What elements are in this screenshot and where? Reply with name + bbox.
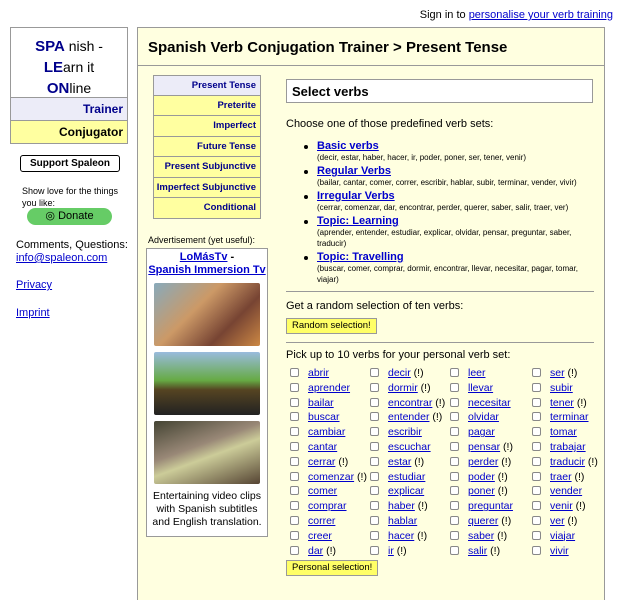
verb-checkbox-grid	[286, 367, 598, 557]
verb-checkbox[interactable]	[290, 412, 299, 421]
irregular-marker: (!)	[498, 514, 512, 527]
verb-link[interactable]: pensar	[468, 440, 501, 453]
ad-image-actor[interactable]	[154, 421, 260, 484]
verb-set-item: Topic: Travelling (buscar, comer, comprar, dormir, encontrar, llevar, necesitar, pagar, tomar, viajar)	[304, 251, 594, 285]
verb-option	[528, 471, 594, 484]
top-signin-bar	[420, 9, 613, 21]
verb-link[interactable]: tener	[550, 396, 574, 409]
verb-option	[366, 382, 446, 395]
tense-future[interactable]: Future Tense	[153, 137, 261, 158]
set-basic-link[interactable]: Basic verbs	[317, 140, 379, 152]
verb-link[interactable]: cantar	[308, 440, 338, 453]
verb-checkbox[interactable]	[450, 412, 459, 421]
verb-checkbox[interactable]	[532, 531, 541, 540]
verb-checkbox[interactable]	[532, 368, 541, 377]
verb-option	[528, 367, 594, 380]
verb-link[interactable]: olvidar	[468, 411, 499, 424]
verb-link[interactable]: creer	[308, 529, 332, 542]
choose-text: Choose one of those predefined verb sets:	[286, 118, 494, 130]
verb-checkbox[interactable]	[370, 383, 379, 392]
irregular-marker: (!)	[411, 455, 425, 468]
verb-link[interactable]: tomar	[550, 426, 577, 439]
verb-link[interactable]: subir	[550, 381, 573, 394]
verb-set-item: Topic: Learning (aprender, entender, estudiar, explicar, olvidar, pensar, preguntar, saber, traducir)	[304, 215, 594, 249]
divider	[286, 342, 594, 343]
verb-link[interactable]: ver	[550, 514, 565, 527]
verb-link[interactable]: estar	[388, 455, 412, 468]
personal-selection-button[interactable]: Personal selection!	[286, 560, 378, 576]
signin-prefix: Sign in to	[419, 9, 466, 21]
verb-link[interactable]: entender	[388, 411, 430, 424]
irregular-marker: (!)	[494, 485, 508, 498]
verb-checkbox[interactable]	[532, 383, 541, 392]
verb-option	[286, 485, 366, 498]
verb-link[interactable]: aprender	[308, 381, 351, 394]
imprint-link[interactable]: Imprint	[16, 307, 50, 319]
verb-link[interactable]: escuchar	[388, 440, 431, 453]
verb-option	[446, 382, 528, 395]
verb-option	[366, 545, 446, 558]
irregular-marker: (!)	[564, 367, 578, 379]
verb-option	[446, 426, 528, 439]
verb-set-item: Regular Verbs (bailar, cantar, comer, correr, escribir, hablar, subir, terminar, vender, vivir)	[304, 165, 594, 188]
verb-checkbox[interactable]	[370, 412, 379, 421]
verb-checkbox[interactable]	[370, 368, 379, 377]
irregular-marker: (!)	[500, 440, 513, 453]
contact-block	[16, 239, 128, 265]
ad-brand-link[interactable]: LoMásTv	[179, 251, 228, 263]
verb-option	[528, 411, 594, 424]
tense-menu	[153, 75, 261, 219]
divider	[286, 291, 594, 292]
verb-option	[446, 500, 528, 513]
verb-option	[446, 545, 528, 558]
privacy-link[interactable]: Privacy	[16, 279, 53, 291]
pick-text: Pick up to 10 verbs for your personal verb set:	[286, 349, 511, 361]
irregular-marker: (!)	[572, 500, 586, 513]
verb-option	[366, 397, 446, 410]
irregular-marker: (!)	[585, 455, 598, 468]
verb-checkbox[interactable]	[290, 486, 299, 495]
verb-link[interactable]: perder	[468, 455, 499, 468]
verb-option	[446, 515, 528, 528]
verb-option	[446, 441, 528, 454]
verb-option	[366, 485, 446, 498]
verb-option	[286, 515, 366, 528]
verb-option	[366, 515, 446, 528]
verb-link[interactable]: comer	[308, 485, 338, 498]
verb-link[interactable]: encontrar	[388, 396, 433, 409]
verb-link[interactable]: venir	[550, 500, 573, 513]
verb-link[interactable]: cerrar	[308, 455, 336, 468]
spaleon-logo[interactable]: SPA nish - LEarn it ONline	[10, 27, 128, 98]
irregular-marker: (!)	[494, 529, 508, 542]
verb-link[interactable]: trabajar	[550, 440, 586, 453]
verb-option	[286, 367, 366, 380]
verb-option	[286, 441, 366, 454]
verb-option	[528, 485, 594, 498]
verb-checkbox[interactable]	[532, 472, 541, 481]
verb-option	[366, 441, 446, 454]
verb-option	[366, 367, 446, 380]
verb-link[interactable]: buscar	[308, 411, 340, 424]
verb-option	[366, 530, 446, 543]
verb-link[interactable]: necesitar	[468, 396, 511, 409]
verb-option	[446, 471, 528, 484]
verb-link[interactable]: saber	[468, 529, 495, 542]
verb-checkbox[interactable]	[532, 516, 541, 525]
verb-checkbox[interactable]	[290, 472, 299, 481]
irregular-marker: (!)	[335, 455, 349, 468]
email-link[interactable]: info@spaleon.com	[16, 252, 108, 264]
irregular-marker: (!)	[414, 529, 428, 542]
verb-option	[286, 397, 366, 410]
page-title: Spanish Verb Conjugation Trainer > Present Tense	[138, 28, 604, 66]
personalise-link[interactable]: personalise your verb training	[468, 9, 613, 21]
set-travelling-link[interactable]: Topic: Travelling	[317, 251, 404, 263]
verb-checkbox[interactable]	[290, 546, 299, 555]
verb-link[interactable]: dar	[308, 544, 324, 557]
verb-checkbox[interactable]	[370, 427, 379, 436]
verb-checkbox[interactable]	[370, 501, 379, 510]
verb-checkbox[interactable]	[532, 546, 541, 555]
verb-link[interactable]: poder	[468, 470, 495, 483]
verb-link[interactable]: vivir	[550, 544, 569, 557]
irregular-marker: (!)	[571, 470, 585, 483]
verb-checkbox[interactable]	[290, 427, 299, 436]
verb-option	[528, 530, 594, 543]
verb-option	[528, 441, 594, 454]
verb-option	[446, 367, 528, 380]
verb-checkbox[interactable]	[370, 486, 379, 495]
verb-checkbox[interactable]	[370, 398, 379, 407]
verb-checkbox[interactable]	[532, 427, 541, 436]
irregular-marker: (!)	[414, 500, 428, 513]
verb-link[interactable]: correr	[308, 514, 336, 527]
verb-link[interactable]: comprar	[308, 500, 347, 513]
verb-link[interactable]: escribir	[388, 426, 422, 439]
verb-option	[528, 500, 594, 513]
verb-link[interactable]: ser	[550, 367, 565, 379]
verb-set-item: Basic verbs (decir, estar, haber, hacer, ir, poder, poner, ser, tener, venir)	[304, 140, 594, 163]
irregular-marker: (!)	[564, 514, 578, 527]
tense-present-subjunctive[interactable]: Present Subjunctive	[153, 157, 261, 178]
irregular-marker: (!)	[498, 455, 512, 468]
verb-checkbox[interactable]	[290, 501, 299, 510]
verb-link[interactable]: vender	[550, 485, 583, 498]
ad-subtitle-link[interactable]: Spanish Immersion Tv	[148, 264, 266, 276]
ad-box[interactable]: LoMásTv - Spanish Immersion Tv Entertaining video clips with Spanish subtitles and English translation.	[146, 248, 268, 537]
verb-option	[366, 471, 446, 484]
set-irregular-link[interactable]: Irregular Verbs	[317, 190, 395, 202]
verb-checkbox[interactable]	[290, 457, 299, 466]
verb-checkbox[interactable]	[290, 398, 299, 407]
verb-link[interactable]: pagar	[468, 426, 495, 439]
ad-caption: Entertaining video clips with Spanish subtitles and English translation.	[152, 490, 262, 528]
verb-link[interactable]: estudiar	[388, 470, 426, 483]
verb-option	[528, 426, 594, 439]
verb-link[interactable]: ir	[388, 544, 394, 557]
verb-checkbox[interactable]	[532, 486, 541, 495]
verb-checkbox[interactable]	[370, 531, 379, 540]
verb-link[interactable]: poner	[468, 485, 495, 498]
verb-checkbox[interactable]	[450, 516, 459, 525]
verb-link[interactable]: preguntar	[468, 500, 513, 513]
donate-button[interactable]: ◎ Donate	[27, 208, 112, 225]
verb-option	[446, 456, 528, 469]
verb-option	[286, 382, 366, 395]
verb-checkbox[interactable]	[450, 383, 459, 392]
verb-checkbox[interactable]	[370, 442, 379, 451]
ad-image-man[interactable]	[154, 352, 260, 415]
verb-link[interactable]: salir	[468, 544, 488, 557]
irregular-marker: (!)	[494, 470, 508, 483]
verb-option	[286, 530, 366, 543]
verb-link[interactable]: abrir	[308, 367, 330, 379]
verb-link[interactable]: traducir	[550, 455, 586, 468]
verb-checkbox[interactable]	[450, 398, 459, 407]
verb-option	[286, 471, 366, 484]
ad-image-children[interactable]	[154, 283, 260, 346]
tense-preterite[interactable]: Preterite	[153, 96, 261, 117]
verb-link[interactable]: comenzar	[308, 470, 355, 483]
support-spaleon-button[interactable]: Support Spaleon	[20, 155, 120, 172]
verb-option	[528, 545, 594, 558]
verb-selection-area	[286, 79, 598, 576]
select-verbs-heading: Select verbs	[286, 79, 593, 103]
irregular-marker: (!)	[429, 411, 443, 424]
irregular-marker: (!)	[393, 544, 407, 557]
verb-link[interactable]: bailar	[308, 396, 334, 409]
tense-conditional[interactable]: Conditional	[153, 198, 261, 219]
irregular-marker: (!)	[573, 396, 587, 409]
verb-checkbox[interactable]	[450, 427, 459, 436]
verb-link[interactable]: leer	[468, 367, 486, 379]
verb-link[interactable]: hablar	[388, 514, 418, 527]
verb-option	[528, 515, 594, 528]
verb-option	[286, 500, 366, 513]
verb-checkbox[interactable]	[450, 442, 459, 451]
verb-link[interactable]: decir	[388, 367, 411, 379]
set-regular-link[interactable]: Regular Verbs	[317, 165, 391, 177]
verb-option	[528, 397, 594, 410]
verb-checkbox[interactable]	[532, 398, 541, 407]
tense-present[interactable]: Present Tense	[153, 75, 261, 96]
verb-checkbox[interactable]	[370, 546, 379, 555]
verb-option	[528, 455, 598, 469]
verb-set-list	[286, 140, 594, 285]
random-text: Get a random selection of ten verbs:	[286, 300, 464, 312]
irregular-marker: (!)	[417, 381, 431, 394]
verb-checkbox[interactable]	[450, 546, 459, 555]
verb-option	[286, 411, 366, 424]
main-panel	[137, 27, 605, 600]
verb-checkbox[interactable]	[290, 383, 299, 392]
verb-link[interactable]: querer	[468, 514, 499, 527]
verb-option	[286, 456, 366, 469]
irregular-marker: (!)	[410, 367, 424, 379]
verb-checkbox[interactable]	[290, 368, 299, 377]
verb-option	[366, 456, 446, 469]
tense-imperfect[interactable]: Imperfect	[153, 116, 261, 137]
irregular-marker: (!)	[323, 544, 337, 557]
verb-link[interactable]: hacer	[388, 529, 415, 542]
verb-option	[366, 500, 446, 513]
verb-checkbox[interactable]	[370, 516, 379, 525]
verb-checkbox[interactable]	[370, 472, 379, 481]
verb-checkbox[interactable]	[450, 368, 459, 377]
irregular-marker: (!)	[432, 396, 446, 409]
paypal-icon: ◎	[45, 210, 56, 222]
set-learning-link[interactable]: Topic: Learning	[317, 215, 399, 227]
verb-checkbox[interactable]	[290, 442, 299, 451]
verb-checkbox[interactable]	[450, 501, 459, 510]
nav-trainer[interactable]: Trainer	[10, 98, 128, 121]
verb-set-item: Irregular Verbs (cerrar, comenzar, dar, encontrar, perder, querer, saber, salir, traer, ver)	[304, 190, 594, 213]
irregular-marker: (!)	[487, 544, 501, 557]
verb-link[interactable]: viajar	[550, 529, 576, 542]
verb-option	[286, 545, 366, 558]
verb-checkbox[interactable]	[290, 531, 299, 540]
verb-link[interactable]: cambiar	[308, 426, 346, 439]
verb-option	[446, 485, 528, 498]
verb-checkbox[interactable]	[450, 531, 459, 540]
verb-checkbox[interactable]	[290, 516, 299, 525]
verb-checkbox[interactable]	[532, 412, 541, 421]
verb-checkbox[interactable]	[450, 457, 459, 466]
verb-checkbox[interactable]	[370, 457, 379, 466]
verb-link[interactable]: terminar	[550, 411, 589, 424]
love-text: Show love for the things you like:	[22, 186, 119, 208]
verb-option	[286, 426, 366, 439]
irregular-marker: (!)	[354, 470, 367, 483]
verb-option	[446, 411, 528, 424]
verb-checkbox[interactable]	[532, 457, 541, 466]
verb-checkbox[interactable]	[532, 501, 541, 510]
tense-imperfect-subjunctive[interactable]: Imperfect Subjunctive	[153, 178, 261, 199]
verb-link[interactable]: haber	[388, 500, 415, 513]
verb-link[interactable]: explicar	[388, 485, 425, 498]
verb-option	[366, 426, 446, 439]
verb-checkbox[interactable]	[450, 472, 459, 481]
comments-label: Comments, Questions:	[16, 239, 128, 251]
verb-link[interactable]: dormir	[388, 381, 418, 394]
verb-checkbox[interactable]	[450, 486, 459, 495]
verb-option	[446, 530, 528, 543]
verb-link[interactable]: llevar	[468, 381, 494, 394]
verb-option	[446, 397, 528, 410]
verb-option	[528, 382, 594, 395]
nav-conjugator[interactable]: Conjugator	[10, 121, 128, 144]
verb-checkbox[interactable]	[532, 442, 541, 451]
verb-option	[366, 411, 446, 424]
verb-link[interactable]: traer	[550, 470, 572, 483]
random-selection-button[interactable]: Random selection!	[286, 318, 377, 334]
ad-label: Advertisement (yet useful):	[148, 235, 256, 245]
